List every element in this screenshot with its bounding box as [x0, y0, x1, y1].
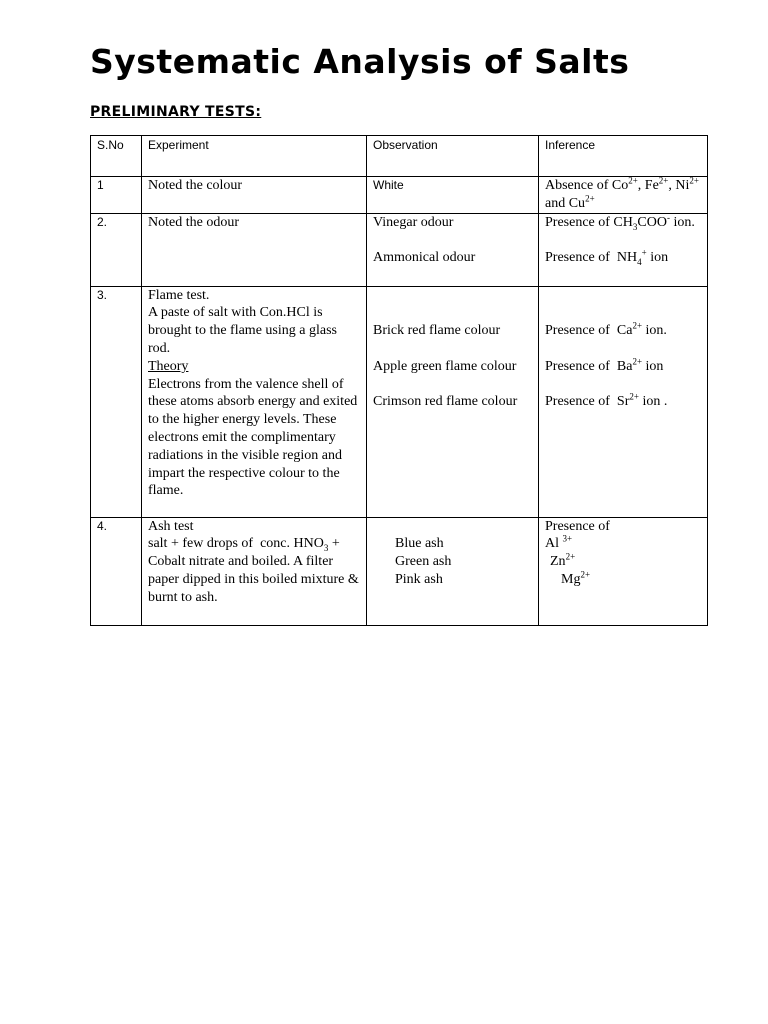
table-row [91, 177, 708, 214]
observation-item: Pink ash [395, 571, 443, 587]
table-header-row [91, 136, 708, 177]
inference-item: $Mg^{2+}$ [561, 569, 591, 587]
experiment-line: Flame test. [148, 287, 210, 303]
inference-item: Presence of $Ca^{2+}$ ion. [545, 320, 667, 339]
row-inference [539, 213, 708, 286]
row-observation: White [367, 177, 539, 214]
theory-label: Theory [148, 358, 189, 374]
inference-item: Presence of $Ba^{2+}$ ion [545, 356, 664, 374]
row-sno: 4. [91, 517, 142, 625]
row-inference [539, 517, 708, 625]
section-subtitle: PRELIMINARY TESTS: [90, 104, 262, 120]
header-observation: Observation [367, 136, 539, 177]
inference-item: Presence of $Sr^{2+}$ ion . [545, 391, 668, 410]
table-row [91, 213, 708, 286]
header-inference: Inference [539, 136, 708, 177]
observation-item: Blue ash [395, 536, 444, 552]
observation-item: Vinegar odour [373, 214, 454, 230]
inference-item: $Zn^{2+}$ [550, 551, 576, 570]
table-row [91, 286, 708, 517]
preliminary-tests-table [90, 135, 708, 626]
header-sno: S.No [91, 136, 142, 177]
table-row [91, 517, 708, 625]
inference-heading: Presence of [545, 518, 610, 534]
row-experiment [142, 286, 367, 517]
observation-item: Crimson red flame colour [373, 394, 518, 410]
header-experiment: Experiment [142, 136, 367, 177]
row-inference [539, 286, 708, 517]
experiment-line: A paste of salt with Con.HCl is brought to the flame using a glass rod. [148, 305, 337, 356]
row-observation [367, 213, 539, 286]
row-experiment: Noted the odour [142, 213, 367, 286]
row-experiment: Noted the colour [142, 177, 367, 214]
experiment-title: Ash test [148, 518, 194, 534]
row-observation [367, 517, 539, 625]
row-experiment [142, 517, 367, 625]
observation-item: Ammonical odour [373, 250, 476, 266]
row-inference: Absence of $Co^{2+}$, $Fe^{2+}$, $Ni^{2+}$ and $Cu^{2+}$ [539, 177, 708, 214]
page-title: Systematic Analysis of Salts [90, 42, 630, 81]
row-sno: 1 [91, 177, 142, 214]
inference-item: Al $^{3+}$ [545, 533, 573, 552]
observation-item: Green ash [395, 554, 452, 570]
row-sno: 2. [91, 213, 142, 286]
observation-item: Apple green flame colour [373, 358, 517, 374]
theory-text: Electrons from the valence shell of these atoms absorb energy and exited to the higher energy levels. These electrons emit the complimentary radiations in the visible region and impart the respective colour to the flame. [148, 376, 358, 499]
inference-item: Presence of $CH_3COO^-$ ion. [545, 211, 695, 232]
row-sno: 3. [91, 286, 142, 517]
observation-item: Brick red flame colour [373, 323, 501, 339]
row-observation [367, 286, 539, 517]
experiment-text: salt + few drops of conc. $HNO_3$ + Cobalt nitrate and boiled. A filter paper dipped in this boiled mixture & burnt to ash. [148, 536, 359, 605]
inference-item: Presence of $NH_4^+$ ion [545, 247, 669, 267]
